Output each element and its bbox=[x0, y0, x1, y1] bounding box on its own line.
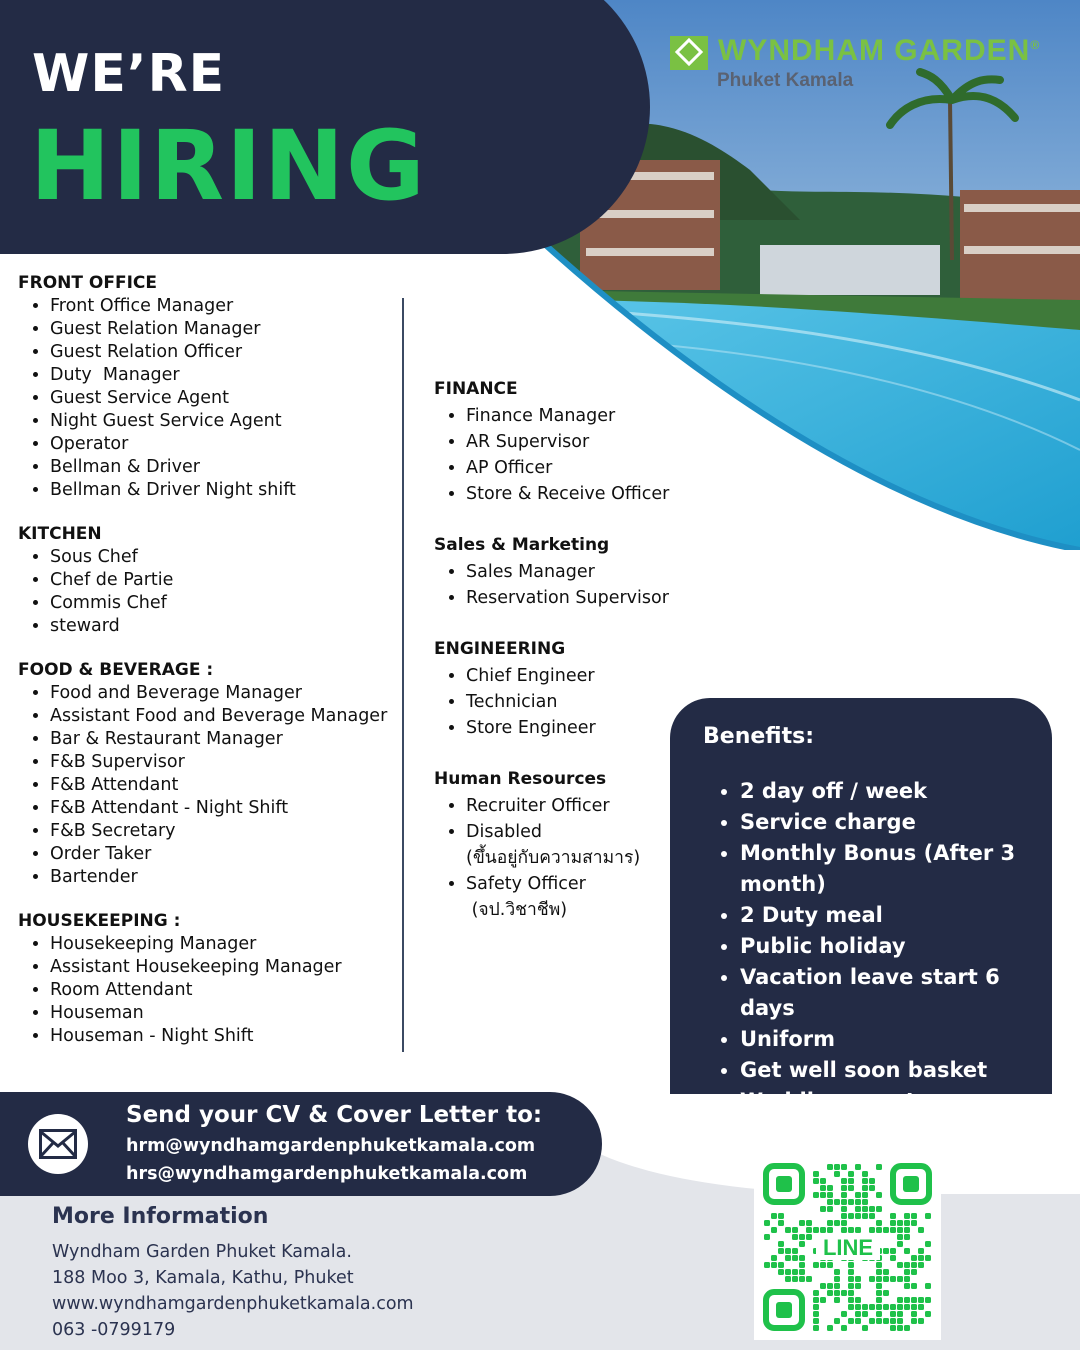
job-item: • Housekeeping Manager bbox=[50, 933, 387, 956]
qr-code-graphic bbox=[754, 1154, 941, 1340]
contact-bar bbox=[0, 1092, 602, 1196]
headline-were: WE’RE bbox=[32, 44, 226, 104]
job-item: • Sous Chef bbox=[50, 546, 387, 569]
benefit-item: • Get well soon basket bbox=[740, 1055, 1060, 1086]
brand-name: WYNDHAM GARDEN bbox=[718, 34, 1031, 67]
job-item: • Recruiter Officer bbox=[466, 793, 669, 819]
contact-title: Send your CV & Cover Letter to: bbox=[126, 1102, 543, 1128]
job-item: • F&B Supervisor bbox=[50, 751, 387, 774]
department-title: FOOD & BEVERAGE : bbox=[18, 660, 214, 680]
brand-location: Phuket Kamala bbox=[717, 70, 854, 91]
benefit-item: • Public holiday bbox=[740, 931, 1060, 962]
job-item-note: (จป.วิชาชีพ) bbox=[466, 900, 568, 920]
job-item: • Operator bbox=[50, 433, 387, 456]
wyndham-logo-icon bbox=[670, 36, 708, 70]
job-item-label: Safety Officer bbox=[466, 874, 586, 894]
column-divider bbox=[402, 298, 404, 1052]
benefit-item: • Uniform bbox=[740, 1024, 1060, 1055]
department-front-office bbox=[18, 272, 387, 502]
department-title: KITCHEN bbox=[18, 524, 102, 544]
benefit-item: • 2 Duty meal bbox=[740, 900, 1060, 931]
job-item: • Bar & Restaurant Manager bbox=[50, 728, 387, 751]
job-item: • Assistant Housekeeping Manager bbox=[50, 956, 387, 979]
job-item-label: Disabled bbox=[466, 822, 543, 842]
job-item: • Bellman & Driver bbox=[50, 456, 387, 479]
job-item bbox=[466, 819, 669, 871]
benefits-title: Benefits: bbox=[703, 724, 814, 749]
job-item: • Store & Receive Officer bbox=[466, 481, 669, 507]
job-item: • F&B Attendant bbox=[50, 774, 387, 797]
department-sales-marketing bbox=[434, 533, 669, 611]
benefit-item: • Monthly Bonus (After 3 month) bbox=[740, 838, 1060, 900]
benefit-item: • 2 day off / week bbox=[740, 776, 1060, 807]
job-item: • AP Officer bbox=[466, 455, 669, 481]
job-item: • Chief Engineer bbox=[466, 663, 669, 689]
department-title: HOUSEKEEPING : bbox=[18, 911, 181, 931]
department-human-resources bbox=[434, 767, 669, 923]
mail-icon bbox=[28, 1114, 88, 1174]
job-item: • Food and Beverage Manager bbox=[50, 682, 387, 705]
department-title: ENGINEERING bbox=[434, 639, 566, 659]
hotel-name: Wyndham Garden Phuket Kamala. bbox=[52, 1242, 352, 1262]
job-item: • Order Taker bbox=[50, 843, 387, 866]
job-item: • Sales Manager bbox=[466, 559, 669, 585]
department-finance bbox=[434, 377, 669, 507]
job-item: • Duty Manager bbox=[50, 364, 387, 387]
job-item: • Chef de Partie bbox=[50, 569, 387, 592]
line-qr-code[interactable] bbox=[754, 1154, 941, 1340]
job-item: • Room Attendant bbox=[50, 979, 387, 1002]
department-title: FRONT OFFICE bbox=[18, 273, 157, 293]
qr-line-label: LINE bbox=[822, 1235, 874, 1260]
benefit-item: • Service charge bbox=[740, 807, 1060, 838]
job-item: • Store Engineer bbox=[466, 715, 669, 741]
job-item: • Houseman - Night Shift bbox=[50, 1025, 387, 1048]
contact-email-link[interactable]: hrm@wyndhamgardenphuketkamala.com bbox=[126, 1136, 536, 1156]
more-info-title: More Information bbox=[52, 1204, 269, 1229]
job-item: • Reservation Supervisor bbox=[466, 585, 669, 611]
job-item: • Bartender bbox=[50, 866, 387, 889]
job-item-note: (ขึ้นอยู่กับความสามาร) bbox=[466, 848, 641, 868]
job-item: • Bellman & Driver Night shift bbox=[50, 479, 387, 502]
departments-left bbox=[18, 272, 387, 1069]
hotel-address: 188 Moo 3, Kamala, Kathu, Phuket bbox=[52, 1268, 354, 1288]
job-item: • Commis Chef bbox=[50, 592, 387, 615]
job-item: • Guest Service Agent bbox=[50, 387, 387, 410]
department-title: Human Resources bbox=[434, 769, 607, 789]
job-item: • Guest Relation Officer bbox=[50, 341, 387, 364]
job-item: • AR Supervisor bbox=[466, 429, 669, 455]
job-item: • Front Office Manager bbox=[50, 295, 387, 318]
job-item: • F&B Attendant - Night Shift bbox=[50, 797, 387, 820]
brand-trademark: ® bbox=[1030, 38, 1041, 52]
job-item: • F&B Secretary bbox=[50, 820, 387, 843]
website-link[interactable]: www.wyndhamgardenphuketkamala.com bbox=[52, 1294, 414, 1314]
department-engineering bbox=[434, 637, 669, 741]
phone-number: 063 -0799179 bbox=[52, 1320, 176, 1340]
job-item: • Guest Relation Manager bbox=[50, 318, 387, 341]
department-housekeeping bbox=[18, 910, 387, 1048]
department-kitchen bbox=[18, 523, 387, 638]
department-food-beverage bbox=[18, 659, 387, 889]
department-title: Sales & Marketing bbox=[434, 535, 610, 555]
job-item: • Assistant Food and Beverage Manager bbox=[50, 705, 387, 728]
contact-email-link[interactable]: hrs@wyndhamgardenphuketkamala.com bbox=[126, 1164, 528, 1184]
job-item: • steward bbox=[50, 615, 387, 638]
job-item: • Night Guest Service Agent bbox=[50, 410, 387, 433]
more-information bbox=[52, 1204, 414, 1343]
departments-right bbox=[434, 377, 669, 949]
job-item: • Technician bbox=[466, 689, 669, 715]
job-item: • Houseman bbox=[50, 1002, 387, 1025]
job-item: • Finance Manager bbox=[466, 403, 669, 429]
headline-hiring: HIRING bbox=[30, 110, 427, 222]
benefits-panel bbox=[670, 698, 1052, 1134]
department-title: FINANCE bbox=[434, 379, 518, 399]
benefit-item: • Vacation leave start 6 days bbox=[740, 962, 1060, 1024]
job-item bbox=[466, 871, 669, 923]
